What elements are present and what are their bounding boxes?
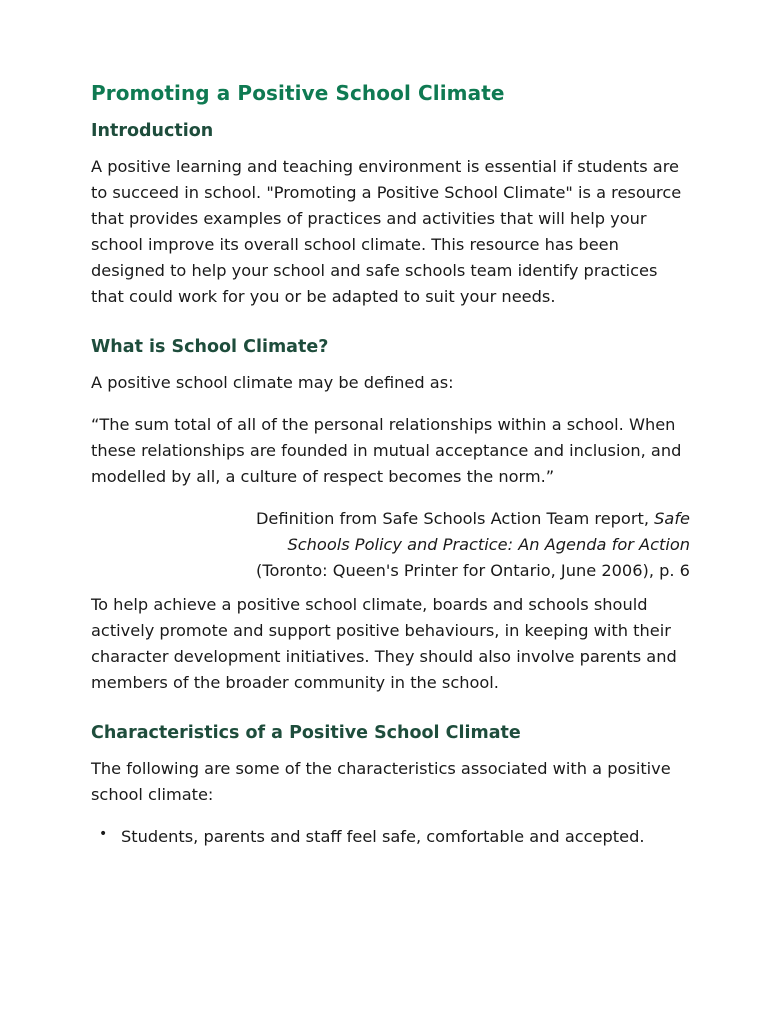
- citation-line-2: [91, 532, 690, 558]
- list-item-text: Students, parents and staff feel safe, comfortable and accepted.: [121, 827, 645, 846]
- citation-title-part-2: Schools Policy and Practice: An Agenda for Action: [287, 535, 690, 554]
- bullet-icon: •: [99, 826, 108, 842]
- list-item: [91, 824, 691, 850]
- page-title: Promoting a Positive School Climate: [91, 81, 505, 105]
- definition-quote: “The sum total of all of the personal relationships within a school. When these relationships are founded in mutual acceptance and inclusion, and modelled by all, a culture of respect becomes the norm.”: [91, 415, 682, 486]
- characteristics-lead: The following are some of the characteristics associated with a positive school climate:: [91, 759, 671, 804]
- definition-lead: A positive school climate may be defined as:: [91, 373, 454, 392]
- document-page: [91, 78, 691, 850]
- positive-behaviours-paragraph: To help achieve a positive school climate, boards and schools should actively promote and support positive behaviours, in keeping with their character development initiatives. They should also involve parents and members of the broader community in the school.: [91, 595, 677, 692]
- citation-title-part-1: Safe: [654, 509, 690, 528]
- introduction-paragraph: A positive learning and teaching environment is essential if students are to succeed in school. "Promoting a Positive School Climate" is a resource that provides examples of practices and activities that will help your school improve its overall school climate. This resource has been designed to help your school and safe schools team identify practices that could work for you or be adapted to suit your needs.: [91, 157, 682, 306]
- citation-line-1: [91, 506, 690, 532]
- citation: [91, 506, 691, 584]
- citation-prefix: Definition from Safe Schools Action Team report,: [255, 509, 655, 528]
- what-is-heading: What is School Climate?: [91, 337, 329, 357]
- citation-line-3: [91, 558, 690, 584]
- introduction-heading: Introduction: [91, 121, 214, 141]
- characteristics-list: [91, 824, 691, 850]
- citation-suffix: (Toronto: Queen's Printer for Ontario, June 2006), p. 6: [256, 561, 690, 580]
- characteristics-heading: Characteristics of a Positive School Climate: [91, 723, 521, 743]
